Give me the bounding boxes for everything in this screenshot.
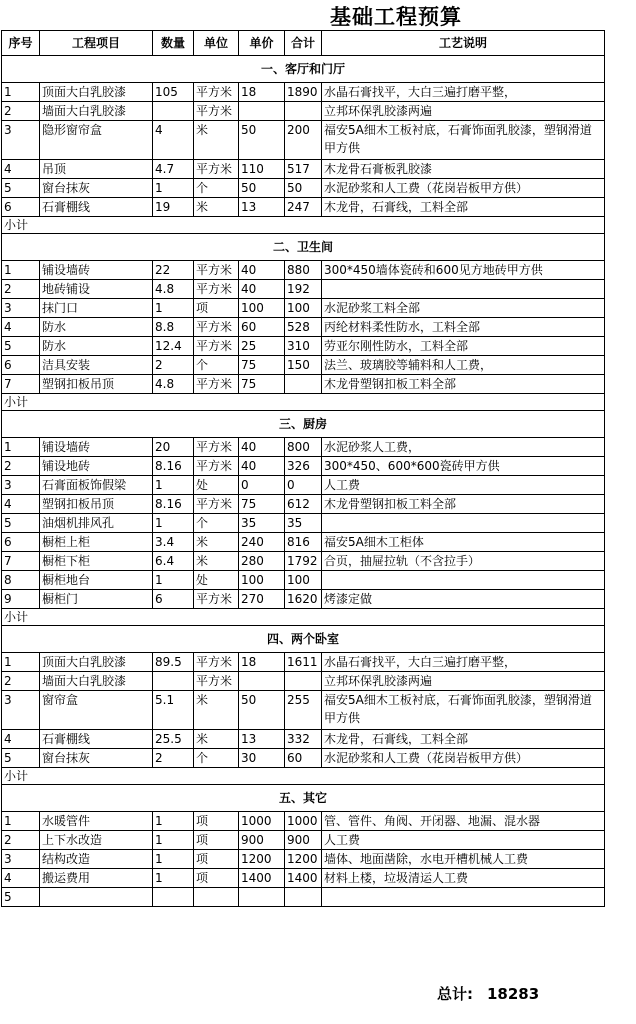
table-cell	[285, 102, 322, 121]
table-row	[2, 691, 605, 730]
table-cell: 100	[239, 299, 285, 318]
grand-total-value: 18283	[487, 985, 540, 1003]
table-cell: 75	[239, 375, 285, 394]
table-cell	[153, 888, 194, 907]
table-cell: 搬运费用	[40, 869, 153, 888]
table-cell: 75	[239, 356, 285, 375]
table-cell: 4	[2, 160, 40, 179]
section-title: 五、其它	[2, 785, 605, 812]
table-cell: 255	[285, 691, 322, 730]
table-cell: 1	[153, 869, 194, 888]
table-row	[2, 121, 605, 160]
table-cell: 1	[153, 299, 194, 318]
table-cell: 4.8	[153, 280, 194, 299]
table-cell: 800	[285, 438, 322, 457]
table-cell: 332	[285, 730, 322, 749]
table-cell: 1	[153, 812, 194, 831]
table-cell: 1	[153, 831, 194, 850]
table-cell: 6	[2, 356, 40, 375]
table-cell: 3	[2, 850, 40, 869]
table-cell: 110	[239, 160, 285, 179]
table-cell: 5	[2, 888, 40, 907]
table-cell: 270	[239, 590, 285, 609]
table-cell: 1400	[285, 869, 322, 888]
table-cell: 6	[2, 533, 40, 552]
table-cell: 个	[194, 514, 239, 533]
table-cell: 2	[2, 672, 40, 691]
table-row	[2, 318, 605, 337]
table-cell: 顶面大白乳胶漆	[40, 653, 153, 672]
table-cell: 油烟机排风孔	[40, 514, 153, 533]
table-cell: 法兰、玻璃胶等辅料和人工费，	[322, 356, 605, 375]
table-cell: 水泥砂浆工料全部	[322, 299, 605, 318]
column-header: 工艺说明	[322, 31, 605, 56]
table-row	[2, 198, 605, 217]
table-cell: 22	[153, 261, 194, 280]
subtotal-row	[2, 768, 605, 785]
table-cell: 1	[2, 438, 40, 457]
table-cell: 上下水改造	[40, 831, 153, 850]
table-cell: 窗帘盒	[40, 691, 153, 730]
budget-table	[1, 30, 605, 907]
table-row	[2, 356, 605, 375]
table-cell: 地砖铺设	[40, 280, 153, 299]
table-cell: 个	[194, 749, 239, 768]
table-cell: 水泥砂浆和人工费（花岗岩板甲方供）	[322, 179, 605, 198]
table-cell: 米	[194, 121, 239, 160]
table-cell: 福安5A细木工柜体	[322, 533, 605, 552]
table-row	[2, 514, 605, 533]
table-cell: 20	[153, 438, 194, 457]
table-cell: 水泥砂浆人工费，	[322, 438, 605, 457]
subtotal-label: 小计	[2, 609, 605, 626]
table-cell	[40, 888, 153, 907]
table-cell: 50	[239, 179, 285, 198]
table-cell: 铺设墙砖	[40, 261, 153, 280]
column-header: 合计	[285, 31, 322, 56]
table-cell: 4	[2, 730, 40, 749]
table-cell: 1	[2, 261, 40, 280]
table-cell: 洁具安装	[40, 356, 153, 375]
table-cell: 105	[153, 83, 194, 102]
table-cell: 12.4	[153, 337, 194, 356]
table-cell: 240	[239, 533, 285, 552]
subtotal-row	[2, 217, 605, 234]
table-cell: 石膏棚线	[40, 198, 153, 217]
table-cell: 60	[285, 749, 322, 768]
table-cell: 米	[194, 533, 239, 552]
column-header: 序号	[2, 31, 40, 56]
table-cell: 528	[285, 318, 322, 337]
table-cell: 人工费	[322, 476, 605, 495]
table-row	[2, 831, 605, 850]
table-cell: 60	[239, 318, 285, 337]
table-cell: 1890	[285, 83, 322, 102]
table-cell: 247	[285, 198, 322, 217]
table-cell: 2	[153, 356, 194, 375]
table-cell: 1792	[285, 552, 322, 571]
column-header: 单价	[239, 31, 285, 56]
document-title: 基础工程预算	[330, 4, 462, 29]
table-cell: 2	[2, 280, 40, 299]
table-cell: 40	[239, 438, 285, 457]
section-row	[2, 626, 605, 653]
table-cell: 结构改造	[40, 850, 153, 869]
table-cell: 窗台抹灰	[40, 749, 153, 768]
table-cell: 50	[239, 691, 285, 730]
table-cell: 19	[153, 198, 194, 217]
table-cell: 米	[194, 198, 239, 217]
table-cell: 管、管件、角阀、开闭器、地漏、混水器	[322, 812, 605, 831]
table-cell: 4	[2, 869, 40, 888]
table-cell: 9	[2, 590, 40, 609]
table-cell: 1	[153, 514, 194, 533]
table-row	[2, 672, 605, 691]
table-cell: 0	[285, 476, 322, 495]
table-row	[2, 476, 605, 495]
table-cell: 平方米	[194, 337, 239, 356]
section-row	[2, 411, 605, 438]
table-row	[2, 83, 605, 102]
table-cell: 6	[153, 590, 194, 609]
table-cell: 劳亚尔刚性防水，工料全部	[322, 337, 605, 356]
table-cell: 50	[239, 121, 285, 160]
table-cell: 平方米	[194, 653, 239, 672]
table-cell: 米	[194, 691, 239, 730]
table-cell	[322, 514, 605, 533]
table-cell: 4	[153, 121, 194, 160]
table-cell: 192	[285, 280, 322, 299]
table-cell: 8.16	[153, 457, 194, 476]
table-cell: 立邦环保乳胶漆两遍	[322, 672, 605, 691]
table-cell: 橱柜上柜	[40, 533, 153, 552]
table-cell: 1	[2, 83, 40, 102]
table-cell: 100	[285, 571, 322, 590]
table-cell: 310	[285, 337, 322, 356]
table-cell: 塑钢扣板吊顶	[40, 495, 153, 514]
table-cell: 8.8	[153, 318, 194, 337]
table-row	[2, 337, 605, 356]
table-cell: 1000	[285, 812, 322, 831]
table-cell: 13	[239, 198, 285, 217]
grand-total	[437, 983, 539, 1004]
table-cell: 顶面大白乳胶漆	[40, 83, 153, 102]
table-cell: 处	[194, 571, 239, 590]
table-row	[2, 730, 605, 749]
table-cell: 平方米	[194, 160, 239, 179]
table-cell: 100	[285, 299, 322, 318]
subtotal-label: 小计	[2, 217, 605, 234]
table-cell	[285, 375, 322, 394]
table-cell: 25	[239, 337, 285, 356]
table-cell: 1611	[285, 653, 322, 672]
table-cell: 2	[2, 102, 40, 121]
table-cell: 40	[239, 280, 285, 299]
table-cell: 1620	[285, 590, 322, 609]
table-cell: 铺设地砖	[40, 457, 153, 476]
table-row	[2, 590, 605, 609]
table-row	[2, 495, 605, 514]
table-cell: 900	[239, 831, 285, 850]
table-cell: 木龙骨塑钢扣板工料全部	[322, 495, 605, 514]
table-cell: 木龙骨，石膏线，工料全部	[322, 730, 605, 749]
table-cell: 平方米	[194, 672, 239, 691]
table-cell: 米	[194, 552, 239, 571]
table-cell: 水暖管件	[40, 812, 153, 831]
table-cell: 窗台抹灰	[40, 179, 153, 198]
table-cell: 平方米	[194, 438, 239, 457]
table-cell: 8.16	[153, 495, 194, 514]
table-cell: 150	[285, 356, 322, 375]
table-cell: 平方米	[194, 457, 239, 476]
table-cell: 烤漆定做	[322, 590, 605, 609]
table-cell: 个	[194, 179, 239, 198]
table-cell: 3.4	[153, 533, 194, 552]
table-cell	[322, 571, 605, 590]
table-row	[2, 457, 605, 476]
table-cell: 木龙骨塑钢扣板工料全部	[322, 375, 605, 394]
table-cell: 塑钢扣板吊顶	[40, 375, 153, 394]
table-cell: 18	[239, 83, 285, 102]
table-cell: 水泥砂浆和人工费（花岗岩板甲方供）	[322, 749, 605, 768]
table-row	[2, 571, 605, 590]
table-row	[2, 869, 605, 888]
table-cell	[239, 888, 285, 907]
table-cell: 项	[194, 299, 239, 318]
section-row	[2, 56, 605, 83]
table-row	[2, 261, 605, 280]
table-cell: 水晶石膏找平，大白三遍打磨平整，	[322, 83, 605, 102]
section-title: 二、卫生间	[2, 234, 605, 261]
table-cell: 1200	[285, 850, 322, 869]
table-cell: 40	[239, 457, 285, 476]
table-cell: 326	[285, 457, 322, 476]
table-cell: 5.1	[153, 691, 194, 730]
table-cell	[285, 672, 322, 691]
table-cell: 平方米	[194, 83, 239, 102]
table-row	[2, 653, 605, 672]
table-cell: 材料上楼，垃圾清运人工费	[322, 869, 605, 888]
table-row	[2, 280, 605, 299]
table-cell: 项	[194, 831, 239, 850]
table-cell: 个	[194, 356, 239, 375]
table-cell: 3	[2, 476, 40, 495]
table-header-row	[2, 31, 605, 56]
table-row	[2, 812, 605, 831]
table-cell: 橱柜门	[40, 590, 153, 609]
table-cell: 平方米	[194, 495, 239, 514]
table-row	[2, 179, 605, 198]
table-cell: 处	[194, 476, 239, 495]
table-cell	[153, 102, 194, 121]
document-title-bar	[0, 0, 636, 29]
table-cell: 5	[2, 179, 40, 198]
table-cell: 89.5	[153, 653, 194, 672]
table-cell: 防水	[40, 318, 153, 337]
table-row	[2, 438, 605, 457]
section-row	[2, 785, 605, 812]
table-cell: 4	[2, 318, 40, 337]
table-cell: 880	[285, 261, 322, 280]
grand-total-label: 总计:	[437, 985, 473, 1003]
table-cell: 13	[239, 730, 285, 749]
table-cell: 丙纶材料柔性防水，工料全部	[322, 318, 605, 337]
table-cell: 石膏棚线	[40, 730, 153, 749]
table-cell: 平方米	[194, 102, 239, 121]
table-cell: 35	[239, 514, 285, 533]
table-cell: 人工费	[322, 831, 605, 850]
table-cell: 平方米	[194, 280, 239, 299]
table-cell: 项	[194, 812, 239, 831]
table-cell: 900	[285, 831, 322, 850]
table-cell: 项	[194, 850, 239, 869]
table-cell: 1	[2, 653, 40, 672]
table-body	[2, 56, 605, 907]
table-cell: 4.7	[153, 160, 194, 179]
column-header: 单位	[194, 31, 239, 56]
table-cell: 18	[239, 653, 285, 672]
table-cell	[239, 672, 285, 691]
table-cell: 平方米	[194, 375, 239, 394]
table-cell	[322, 280, 605, 299]
table-cell: 7	[2, 375, 40, 394]
table-row	[2, 888, 605, 907]
table-cell: 1200	[239, 850, 285, 869]
table-cell: 隐形窗帘盒	[40, 121, 153, 160]
table-cell: 8	[2, 571, 40, 590]
subtotal-label: 小计	[2, 768, 605, 785]
column-header: 数量	[153, 31, 194, 56]
table-cell: 1	[153, 476, 194, 495]
table-cell: 6.4	[153, 552, 194, 571]
table-cell: 2	[153, 749, 194, 768]
table-cell: 0	[239, 476, 285, 495]
table-cell: 50	[285, 179, 322, 198]
table-cell: 立邦环保乳胶漆两遍	[322, 102, 605, 121]
table-cell: 5	[2, 514, 40, 533]
table-cell: 木龙骨石膏板乳胶漆	[322, 160, 605, 179]
table-cell: 816	[285, 533, 322, 552]
table-cell: 40	[239, 261, 285, 280]
table-cell: 吊顶	[40, 160, 153, 179]
table-cell: 1	[153, 179, 194, 198]
table-cell: 抹门口	[40, 299, 153, 318]
table-row	[2, 533, 605, 552]
section-row	[2, 234, 605, 261]
subtotal-row	[2, 609, 605, 626]
table-cell: 防水	[40, 337, 153, 356]
table-cell: 福安5A细木工板衬底，石膏饰面乳胶漆，塑钢滑道甲方供	[322, 691, 605, 730]
table-cell: 合页，抽屉拉轨（不含拉手）	[322, 552, 605, 571]
table-cell: 1	[153, 850, 194, 869]
table-cell: 橱柜下柜	[40, 552, 153, 571]
table-cell: 3	[2, 691, 40, 730]
table-cell: 300*450墙体瓷砖和600见方地砖甲方供	[322, 261, 605, 280]
table-cell	[285, 888, 322, 907]
table-cell: 300*450、600*600瓷砖甲方供	[322, 457, 605, 476]
table-cell: 项	[194, 869, 239, 888]
table-cell: 墙面大白乳胶漆	[40, 102, 153, 121]
table-cell: 200	[285, 121, 322, 160]
table-cell: 2	[2, 831, 40, 850]
table-cell	[194, 888, 239, 907]
table-cell: 280	[239, 552, 285, 571]
table-cell: 3	[2, 121, 40, 160]
subtotal-row	[2, 394, 605, 411]
table-cell: 3	[2, 299, 40, 318]
table-cell: 2	[2, 457, 40, 476]
table-cell: 1	[153, 571, 194, 590]
table-cell: 墙面大白乳胶漆	[40, 672, 153, 691]
table-row	[2, 160, 605, 179]
section-title: 三、厨房	[2, 411, 605, 438]
column-header: 工程项目	[40, 31, 153, 56]
table-cell: 米	[194, 730, 239, 749]
table-cell: 25.5	[153, 730, 194, 749]
table-row	[2, 102, 605, 121]
table-cell: 铺设墙砖	[40, 438, 153, 457]
table-cell: 石膏面板饰假梁	[40, 476, 153, 495]
table-cell	[322, 888, 605, 907]
table-cell: 1400	[239, 869, 285, 888]
table-cell: 517	[285, 160, 322, 179]
table-cell: 75	[239, 495, 285, 514]
table-cell: 612	[285, 495, 322, 514]
subtotal-label: 小计	[2, 394, 605, 411]
table-row	[2, 850, 605, 869]
table-cell: 30	[239, 749, 285, 768]
table-cell: 福安5A细木工板衬底，石膏饰面乳胶漆，塑钢滑道甲方供	[322, 121, 605, 160]
table-row	[2, 552, 605, 571]
table-cell: 35	[285, 514, 322, 533]
section-title: 一、客厅和门厅	[2, 56, 605, 83]
table-row	[2, 299, 605, 318]
table-cell: 墙体、地面凿除，水电开槽机械人工费	[322, 850, 605, 869]
table-cell: 平方米	[194, 590, 239, 609]
table-row	[2, 375, 605, 394]
table-cell: 1	[2, 812, 40, 831]
section-title: 四、两个卧室	[2, 626, 605, 653]
table-cell: 水晶石膏找平，大白三遍打磨平整，	[322, 653, 605, 672]
table-cell: 平方米	[194, 318, 239, 337]
table-cell: 6	[2, 198, 40, 217]
table-cell: 5	[2, 337, 40, 356]
table-cell: 5	[2, 749, 40, 768]
table-cell: 7	[2, 552, 40, 571]
table-cell: 100	[239, 571, 285, 590]
table-cell: 橱柜地台	[40, 571, 153, 590]
table-row	[2, 749, 605, 768]
table-cell	[153, 672, 194, 691]
table-cell: 4	[2, 495, 40, 514]
table-cell: 木龙骨，石膏线，工料全部	[322, 198, 605, 217]
table-cell: 平方米	[194, 261, 239, 280]
table-cell	[239, 102, 285, 121]
table-cell: 1000	[239, 812, 285, 831]
table-cell: 4.8	[153, 375, 194, 394]
